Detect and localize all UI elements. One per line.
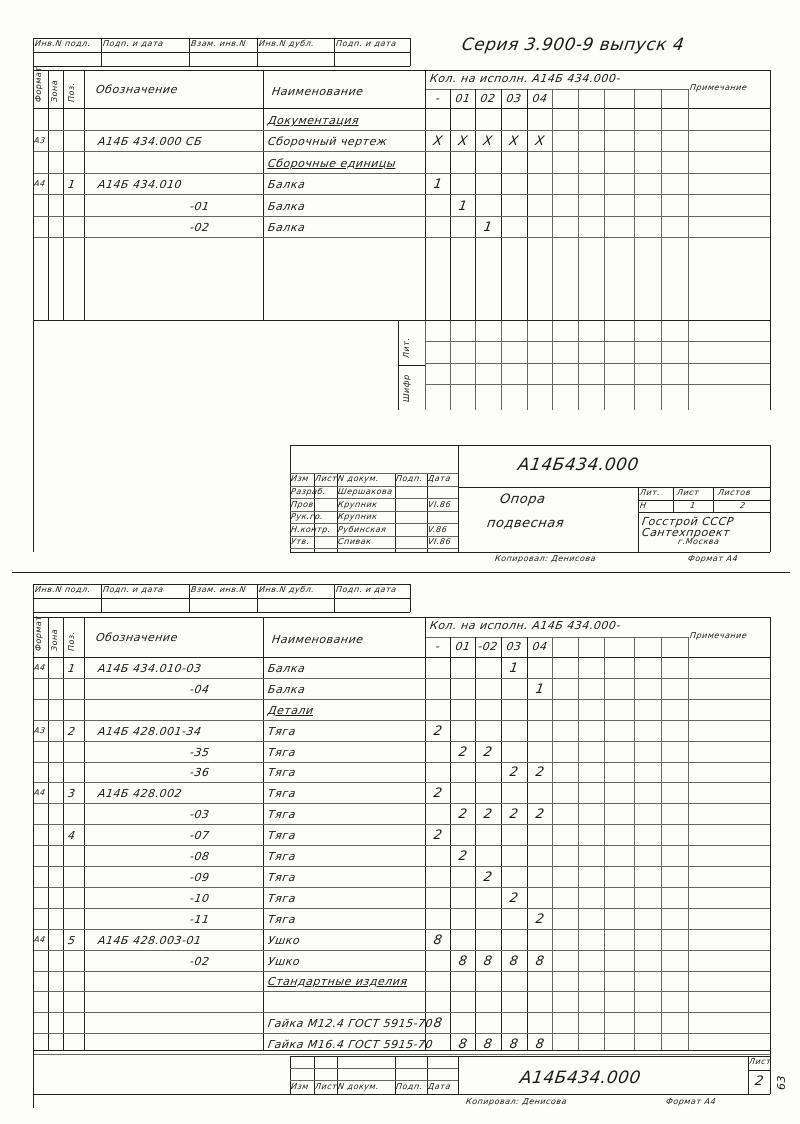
qty-title-line <box>425 637 688 638</box>
row-line <box>33 741 770 742</box>
variant-3: 03 <box>505 640 523 653</box>
qty-cell: 8 <box>432 1016 444 1032</box>
ft-top <box>290 1056 770 1057</box>
sheet2-left-border <box>33 584 34 1108</box>
tb-sheet-value: 1 <box>689 501 697 510</box>
stamp-divider <box>257 38 258 66</box>
qty-cell: 2 <box>432 828 444 844</box>
empty-col-line <box>604 320 605 410</box>
tb-person: Крупник <box>337 499 379 509</box>
row-line <box>33 762 770 763</box>
qty-cell: 2 <box>432 723 444 739</box>
section-heading: Сборочные единицы <box>267 156 398 170</box>
stamp-mid <box>33 598 410 599</box>
qty-cell: 8 <box>457 1037 469 1053</box>
tb-format: Формат А4 <box>687 554 739 563</box>
row-format: А4 <box>33 179 47 188</box>
tb-org-1: Госстрой СССР <box>641 515 735 528</box>
row-line <box>33 887 770 888</box>
row-line <box>33 194 770 195</box>
tb-org-2: Сантехпроект <box>641 526 731 539</box>
stamp-divider <box>101 38 102 66</box>
qty-cell: 2 <box>508 765 520 781</box>
row-line <box>33 803 770 804</box>
stamp-divider <box>334 584 335 612</box>
tb-lit-col <box>713 487 714 512</box>
header-format: Формат <box>34 66 43 102</box>
ft-col-header: Дата <box>427 1082 452 1091</box>
qty-cell: X <box>482 134 494 149</box>
header-note: Примечание <box>689 631 748 640</box>
row-name: Тяга <box>267 912 297 926</box>
tb-date: VI.86 <box>427 537 452 546</box>
variant-2: -02 <box>477 640 499 653</box>
qty-cell: 1 <box>457 198 469 214</box>
tb-sheets-value: 2 <box>739 501 747 510</box>
sheet1-left-border <box>33 38 34 552</box>
stamp-divider <box>189 38 190 66</box>
row-designation: -02 <box>189 954 211 968</box>
row-name: Тяга <box>267 745 297 759</box>
tb-right <box>770 445 771 552</box>
row-line <box>33 950 770 951</box>
tb-product-1: Опора <box>498 492 547 507</box>
qty-cell: 1 <box>508 660 520 676</box>
variant-2: 02 <box>479 92 497 105</box>
row-name: Балка <box>267 221 307 234</box>
qty-column-line <box>501 89 502 320</box>
column-line <box>425 70 426 320</box>
tb-sheet-label: Лист <box>676 488 700 497</box>
tb-col-header: Изм <box>290 474 310 483</box>
extra-column-line <box>604 89 605 320</box>
tb-lit-label: Лит. <box>639 488 662 497</box>
qty-column-line <box>527 89 528 320</box>
table-right <box>770 617 771 1050</box>
row-format: А4 <box>33 934 47 944</box>
ft-format: Формат А4 <box>665 1097 717 1106</box>
row-designation: -09 <box>189 870 211 884</box>
ft-col <box>458 1056 459 1094</box>
table2-bottom <box>33 1050 770 1051</box>
row-designation: -01 <box>189 199 211 213</box>
row-designation: А14Б 428.001-34 <box>97 724 203 738</box>
stamp-bottom <box>33 66 410 67</box>
ft-bottom <box>33 1094 770 1095</box>
row-format: А4 <box>33 788 47 798</box>
row-name: Тяга <box>267 891 297 905</box>
stamp-divider <box>334 38 335 66</box>
qty-cell: 8 <box>534 1037 546 1053</box>
row-format: А3 <box>33 725 47 735</box>
row-designation: -36 <box>189 766 211 780</box>
row-designation: -04 <box>189 682 211 696</box>
row-line <box>33 1033 770 1034</box>
row-name: Ушко <box>267 933 302 947</box>
row-line <box>33 699 770 700</box>
qty-cell: 8 <box>457 953 469 969</box>
empty-col-line <box>634 320 635 410</box>
tb-col-header: Подп. <box>395 474 424 483</box>
row-name: Гайка М16.4 ГОСТ 5915-70 <box>267 1038 434 1052</box>
qty-cell: X <box>508 134 520 149</box>
qty-cell: 2 <box>482 744 494 760</box>
extra-column-line <box>634 89 635 320</box>
tb-copied: Копировал: Денисова <box>494 554 597 563</box>
tb-role: Утв. <box>290 537 311 546</box>
qty-cell: 2 <box>482 869 494 885</box>
tb-lit-col <box>673 487 674 512</box>
ft-col-header: Подп. <box>395 1082 424 1091</box>
row-name: Тяга <box>267 766 297 780</box>
header-qty-title: Кол. на исполн. А14Б 434.000- <box>429 72 622 85</box>
row-name: Тяга <box>267 829 297 843</box>
row-name: Тяга <box>267 724 297 738</box>
row-pos: 2 <box>67 724 77 738</box>
variant-1: 01 <box>454 640 472 653</box>
variant-1: 01 <box>454 92 472 105</box>
variant-3: 03 <box>505 92 523 105</box>
qty-cell: X <box>432 134 444 149</box>
stamp-mid <box>33 52 410 53</box>
header-note: Примечание <box>689 83 748 92</box>
qty-cell: 2 <box>482 807 494 823</box>
tb-date: V.86 <box>427 524 448 534</box>
tb-designation: А14Б434.000 <box>516 455 641 475</box>
tb-sheets-label: Листов <box>717 488 752 497</box>
row-name: Балка <box>267 199 307 213</box>
ft-sheet-sep <box>748 1070 770 1071</box>
row-designation: -08 <box>189 850 211 863</box>
row-designation: -03 <box>189 808 211 822</box>
row-format: А4 <box>33 662 47 672</box>
qty-cell: X <box>534 134 546 149</box>
stamp-bottom <box>33 612 410 613</box>
qty-cell: 2 <box>534 807 546 823</box>
ft-sheet-value: 2 <box>753 1074 765 1089</box>
row-name: Балка <box>267 661 307 675</box>
row-designation: А14Б 434.010 <box>97 178 183 191</box>
row-line <box>33 1054 770 1055</box>
extra-column-line <box>661 89 662 320</box>
ft-row <box>290 1080 458 1081</box>
row-line <box>33 929 770 930</box>
row-line <box>33 866 770 867</box>
tb-date: VI.86 <box>427 499 452 509</box>
header-bottom <box>33 657 770 658</box>
qty-cell: 2 <box>534 765 546 781</box>
header-name: Наименование <box>271 633 365 646</box>
ft-col-header: N докум. <box>337 1082 380 1091</box>
tb-role: Н.контр. <box>290 524 332 534</box>
table-right <box>770 70 771 410</box>
tb-col-header: Лист <box>314 474 338 483</box>
stamp-inv-original: Инв.N подл. <box>34 39 92 48</box>
tb-bottom <box>290 552 770 553</box>
header-pos: Поз. <box>67 631 76 651</box>
tb-row <box>290 548 458 549</box>
stamp-inv-duplicate: Инв.N дубл. <box>258 39 315 48</box>
stamp-divider <box>410 38 411 66</box>
column-line <box>263 70 264 320</box>
row-designation: А14Б 434.010-03 <box>97 661 203 675</box>
qty-cell: 2 <box>508 890 520 906</box>
qty-cell: 2 <box>457 849 469 864</box>
row-line <box>33 1012 770 1013</box>
row-pos: 5 <box>67 933 77 947</box>
row-line <box>33 971 770 972</box>
empty-col-line <box>425 320 426 410</box>
row-line <box>33 216 770 217</box>
row-designation: А14Б 428.003-01 <box>97 933 203 947</box>
column-line <box>63 70 64 320</box>
qty-cell: 8 <box>432 932 444 948</box>
variant-4: 04 <box>531 92 549 105</box>
stamp-divider <box>101 584 102 612</box>
ft-row <box>290 1068 458 1069</box>
row-pos: 1 <box>67 178 77 191</box>
table-top <box>33 70 770 71</box>
stamp-divider <box>410 584 411 612</box>
ft-col-header: Лист <box>314 1082 338 1091</box>
tb-split <box>458 445 459 552</box>
tb-product-2: подвесная <box>485 516 566 531</box>
row-pos: 1 <box>67 661 77 675</box>
tb-row <box>290 498 458 499</box>
section-sep <box>33 320 770 321</box>
section-heading: Стандартные изделия <box>267 975 409 989</box>
row-line <box>33 908 770 909</box>
empty-row-line <box>425 384 770 385</box>
header-designation: Обозначение <box>95 83 179 96</box>
qty-cell: 2 <box>534 911 546 927</box>
row-designation: -10 <box>189 891 211 905</box>
qty-cell: 8 <box>508 1037 520 1053</box>
tb-person: Рубинская <box>337 524 388 534</box>
row-format: А3 <box>33 136 47 145</box>
qty-cell: 8 <box>534 953 546 969</box>
side-label-lit: Лит. <box>402 337 411 358</box>
header-pos: Поз. <box>67 82 76 102</box>
row-designation: -07 <box>189 829 211 843</box>
qty-cell: 1 <box>482 220 494 235</box>
tb-col-header: N докум. <box>337 474 380 483</box>
stamp-sign-date-2: Подп. и дата <box>335 585 398 594</box>
empty-col-line <box>578 320 579 410</box>
series-title: Серия 3.900-9 выпуск 4 <box>460 35 686 55</box>
empty-col-line <box>450 320 451 410</box>
row-pos: 3 <box>67 787 77 801</box>
row-line <box>33 991 770 992</box>
row-line <box>33 720 770 721</box>
row-line <box>33 782 770 783</box>
tb-person: Шершакова <box>337 487 394 496</box>
header-qty-title: Кол. на исполн. А14Б 434.000- <box>429 619 622 632</box>
row-designation: -11 <box>189 912 211 926</box>
empty-col-line <box>501 320 502 410</box>
row-name: Тяга <box>267 870 297 884</box>
row-line <box>33 845 770 846</box>
variant-0: - <box>434 92 442 105</box>
extra-column-line <box>688 89 689 320</box>
variant-0: - <box>434 640 442 653</box>
qty-title-line <box>425 89 688 90</box>
qty-cell: 8 <box>508 953 520 969</box>
section-heading: Детали <box>267 703 315 717</box>
ft-sheet-label: Лист <box>748 1057 772 1066</box>
ft-designation: А14Б434.000 <box>518 1068 643 1088</box>
row-name: Балка <box>267 682 307 696</box>
row-pos: 4 <box>67 829 77 843</box>
qty-cell: 2 <box>432 786 444 802</box>
stamp-sign-date: Подп. и дата <box>102 39 165 48</box>
ft-copied: Копировал: Денисова <box>465 1097 568 1106</box>
table-top <box>33 617 770 618</box>
column-line <box>263 617 264 1050</box>
header-format: Формат <box>34 615 43 651</box>
side-label-cipher: Шифр <box>402 374 411 402</box>
stamp-replaced-inv: Взам. инв.N <box>190 585 247 594</box>
tb-lit-sep-2 <box>638 512 770 513</box>
stamp-inv-duplicate: Инв.N дубл. <box>258 585 315 594</box>
qty-cell: 8 <box>482 1037 494 1053</box>
stamp-sign-date: Подп. и дата <box>102 585 165 594</box>
qty-cell: 2 <box>457 744 469 760</box>
row-name: Гайка М12.4 ГОСТ 5915-70 <box>267 1017 434 1031</box>
row-designation: А14Б 434.000 СБ <box>97 135 204 148</box>
row-line <box>33 824 770 825</box>
section-heading: Документация <box>267 113 361 127</box>
row-name: Сборочный чертеж <box>267 135 389 148</box>
row-line <box>33 237 770 238</box>
header-designation: Обозначение <box>95 631 179 644</box>
row-name: Ушко <box>267 954 302 968</box>
row-name: Тяга <box>267 808 297 822</box>
column-line <box>48 70 49 320</box>
row-line <box>33 678 770 679</box>
tb-role: Пров. <box>290 499 318 509</box>
stamp-inv-original: Инв.N подл. <box>34 585 92 594</box>
column-line <box>84 617 85 1050</box>
tb-lit-value: Н <box>639 501 648 510</box>
qty-cell: 1 <box>534 681 546 697</box>
empty-row-line <box>425 341 770 342</box>
side-label-sep <box>398 365 425 366</box>
sheet-divider <box>12 572 790 573</box>
row-name: Балка <box>267 178 307 191</box>
row-designation: -02 <box>189 221 211 234</box>
qty-cell: 2 <box>457 807 469 823</box>
header-zone: Зона <box>50 79 59 102</box>
tb-top <box>290 445 770 446</box>
column-line <box>48 617 49 1050</box>
tb-person: Крупник <box>337 512 379 521</box>
tb-row <box>290 523 458 524</box>
tb-role: Рук.гр. <box>290 512 324 521</box>
extra-column-line <box>578 89 579 320</box>
qty-cell: X <box>457 134 469 149</box>
ft-margin-code: 63 <box>775 1075 788 1090</box>
row-line <box>33 151 770 152</box>
tb-role: Разраб. <box>290 487 327 496</box>
row-name: Тяга <box>267 850 297 863</box>
row-line <box>33 173 770 174</box>
qty-cell: 8 <box>482 953 494 969</box>
empty-col-line <box>552 320 553 410</box>
row-name: Тяга <box>267 787 297 801</box>
tb-org-3: г.Москва <box>677 537 721 546</box>
tb-col-header: Дата <box>427 474 452 483</box>
stamp-sign-date-2: Подп. и дата <box>335 39 398 48</box>
empty-col-line <box>527 320 528 410</box>
empty-col-line <box>661 320 662 410</box>
tb-person: Спивак <box>337 537 373 546</box>
stamp-divider <box>189 584 190 612</box>
tb-lit-sep <box>638 500 770 501</box>
empty-col-line <box>475 320 476 410</box>
qty-cell: 2 <box>508 807 520 823</box>
header-zone: Зона <box>50 628 59 651</box>
extra-column-line <box>552 89 553 320</box>
ft-col-header: Изм <box>290 1082 310 1091</box>
row-designation: -35 <box>189 745 211 759</box>
empty-row-line <box>425 363 770 364</box>
qty-cell: 1 <box>432 177 444 192</box>
variant-4: 04 <box>531 640 549 653</box>
empty-col-line <box>688 320 689 410</box>
column-line <box>84 70 85 320</box>
stamp-divider <box>257 584 258 612</box>
header-name: Наименование <box>271 85 365 98</box>
row-designation: А14Б 428.002 <box>97 787 183 801</box>
header-bottom <box>33 108 770 109</box>
row-line <box>33 130 770 131</box>
column-line <box>63 617 64 1050</box>
stamp-replaced-inv: Взам. инв.N <box>190 39 247 48</box>
